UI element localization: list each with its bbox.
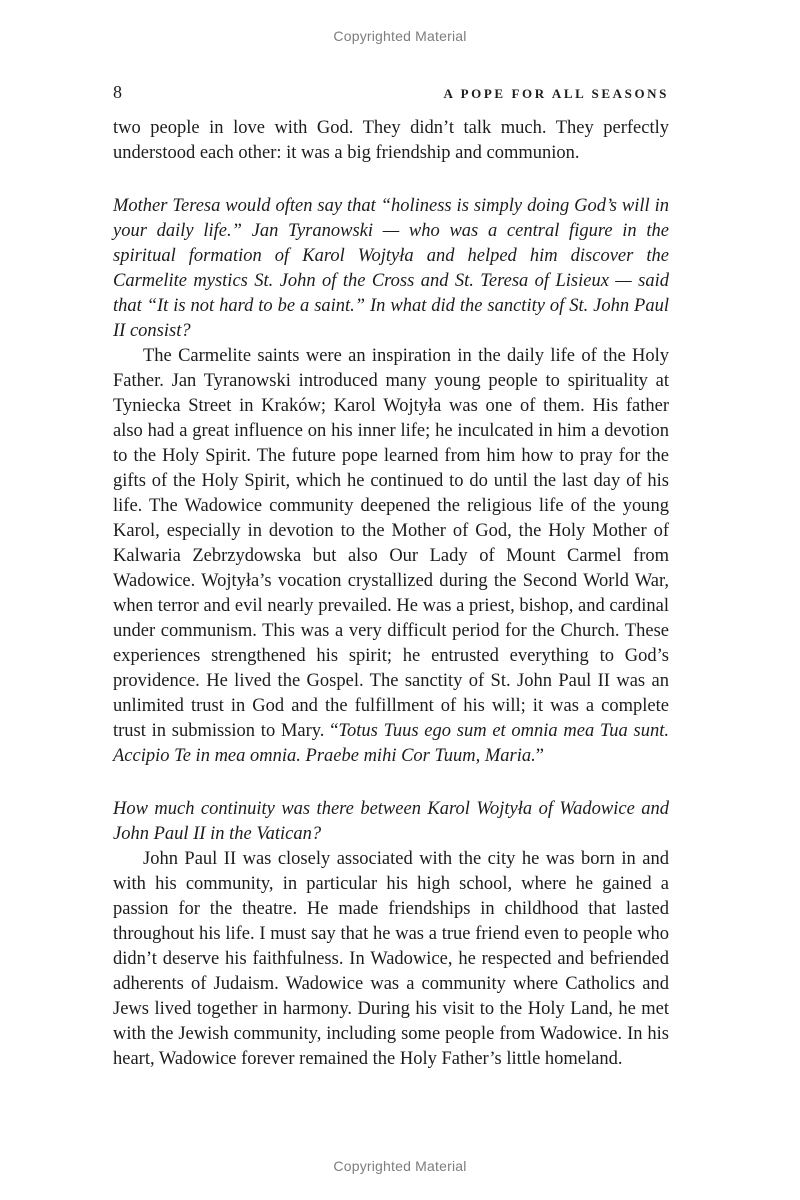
copyright-notice-bottom: Copyrighted Material [333, 1158, 467, 1174]
page-header [113, 82, 669, 103]
answer-1-closing-quote: ” [535, 746, 544, 766]
answer-1-latin-quote: Totus Tuus ego sum et omnia mea Tua sunt. Accipio Te in mea omnia. Praebe mihi Cor Tuum, Maria. [113, 721, 669, 766]
interview-question-2: How much continuity was there between Karol Wojtyła of Wadowice and John Paul II in the Vatican? [113, 799, 669, 844]
copyright-notice-top: Copyrighted Material [333, 28, 467, 44]
answer-1-text: The Carmelite saints were an inspiration in the daily life of the Holy Father. Jan Tyranowski introduced many young people to spirituality at Tyniecka Street in Kraków; Karol Wojtyła was one of them. His father also had a great influence on his inner life; he inculcated in him a devotion to the Holy Spirit. The future pope learned from him how to pray for the gifts of the Holy Spirit, which he continued to do until the last day of his life. The Wadowice community deepened the religious life of the young Karol, especially in devotion to the Mother of God, the Holy Mother of Kalwaria Zebrzydowska but also Our Lady of Mount Carmel from Wadowice. Wojtyła’s vocation crystallized during the Second World War, when terror and evil nearly prevailed. He was a priest, bishop, and cardinal under communism. This was a very difficult period for the Church. These experiences strengthened his spirit; he entrusted everything to God’s providence. He lived the Gospel. The sanctity of St. John Paul II was an unlimited trust in God and the fulfillment of his will; it was a complete trust in submission to Mary. “ [113, 346, 669, 741]
paragraph-continuation: two people in love with God. They didn’t talk much. They perfectly understood each other: it was a big friendship and communion. [113, 118, 669, 163]
body-text [113, 116, 669, 1072]
page-number: 8 [113, 82, 122, 102]
interview-answer-2: John Paul II was closely associated with the city he was born in and with his community, in particular his high school, where he gained a passion for the theatre. He made friendships in childhood that lasted throughout his life. I must say that he was a true friend even to people who didn’t deserve his faithfulness. In Wadowice, he respected and befriended adherents of Judaism. Wadowice was a community where Catholics and Jews lived together in harmony. During his visit to the Holy Land, he met with the Jewish community, including some people from Wadowice. In his heart, Wadowice forever remained the Holy Father’s little homeland. [113, 849, 669, 1069]
interview-question-1: Mother Teresa would often say that “holiness is simply doing God’s will in your daily life.” Jan Tyranowski — who was a central figure in the spiritual formation of Karol Wojtyła and helped him discover the Carmelite mystics St. John of the Cross and St. Teresa of Lisieux — said that “It is not hard to be a saint.” In what did the sanctity of St. John Paul II consist? [113, 196, 669, 341]
running-head: A POPE FOR ALL SEASONS [443, 86, 669, 101]
interview-answer-1 [113, 344, 669, 769]
